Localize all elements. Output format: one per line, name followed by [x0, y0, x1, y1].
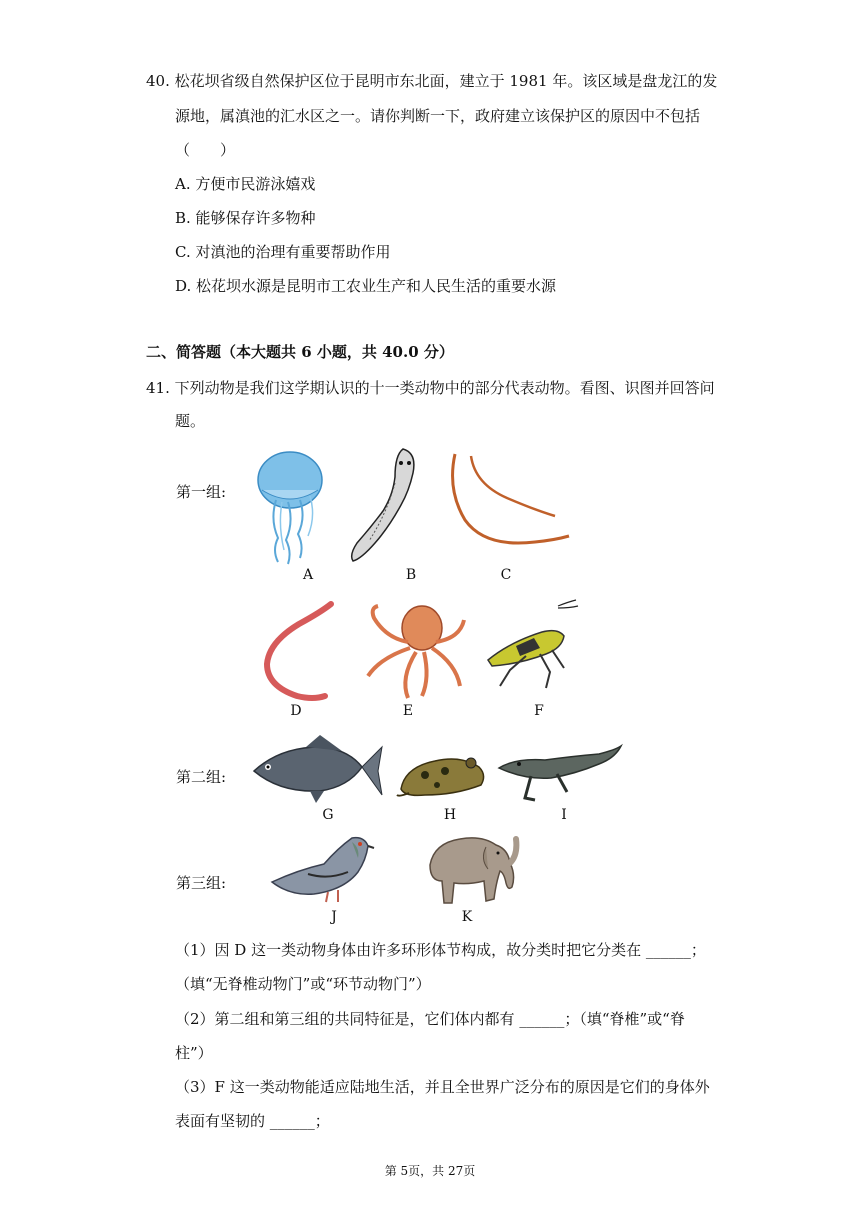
group-label-3: 第三组: [176, 874, 227, 892]
q40-line-1: 40. 松花坝省级自然保护区位于昆明市东北面，建立于 1981 年。该区域是盘龙江的发 [146, 72, 718, 90]
q41-sub3-line-1: （3）F 这一类动物能适应陆地生活，并且全世界广泛分布的原因是它们的身体外 [175, 1078, 710, 1096]
group-label-1: 第一组: [176, 483, 227, 501]
label-e: E [402, 703, 414, 719]
label-c: C [500, 567, 512, 583]
elephant-image [420, 825, 520, 910]
label-j: J [331, 909, 337, 925]
label-i: I [561, 807, 567, 823]
label-f: F [534, 703, 544, 719]
q41-line-1: 41. 下列动物是我们这学期认识的十一类动物中的部分代表动物。看图、识图并回答问 [146, 379, 715, 397]
section-heading: 二、简答题（本大题共 6 小题，共 40.0 分） [146, 343, 454, 361]
q40-option-d: D. 松花坝水源是昆明市工农业生产和人民生活的重要水源 [175, 277, 557, 295]
q41-sub1-line-2: （填“无脊椎动物门”或“环节动物门”） [175, 975, 431, 993]
grasshopper-image [480, 598, 580, 693]
label-k: K [461, 909, 473, 925]
roundworm-image [445, 450, 575, 555]
q40-paren: （ ） [175, 141, 236, 159]
label-b: B [405, 567, 417, 583]
label-h: H [443, 807, 457, 823]
q41-sub1-line-1: （1）因 D 这一类动物身体由许多环形体节构成，故分类时把它分类在 ______； [175, 941, 706, 959]
q41-sub3-line-2: 表面有坚韧的 ______； [175, 1112, 330, 1130]
label-d: D [290, 703, 302, 719]
q40-line-2: 源地，属滇池的汇水区之一。请你判断一下，政府建立该保护区的原因中不包括 [175, 107, 701, 125]
group-label-2: 第二组: [176, 768, 227, 786]
q40-option-c: C. 对滇池的治理有重要帮助作用 [175, 243, 391, 261]
crocodile-image [495, 740, 625, 810]
planarian-image [345, 443, 425, 568]
page-footer: 第 5页，共 27页 [384, 1164, 476, 1178]
octopus-image [360, 598, 470, 703]
frog-image [395, 745, 490, 800]
fish-image [250, 733, 385, 805]
q40-option-b: B. 能够保存许多物种 [175, 209, 316, 227]
pigeon-image [268, 830, 378, 905]
label-g: G [322, 807, 334, 823]
q40-option-a: A. 方便市民游泳嬉戏 [175, 175, 316, 193]
q41-sub2-line-1: （2）第二组和第三组的共同特征是，它们体内都有 ______；（填“脊椎”或“脊 [175, 1010, 685, 1028]
q41-line-2: 题。 [175, 412, 206, 430]
earthworm-image [255, 598, 340, 703]
q41-sub2-line-2: 柱”） [175, 1044, 213, 1062]
label-a: A [302, 567, 314, 583]
jellyfish-image [248, 450, 328, 565]
